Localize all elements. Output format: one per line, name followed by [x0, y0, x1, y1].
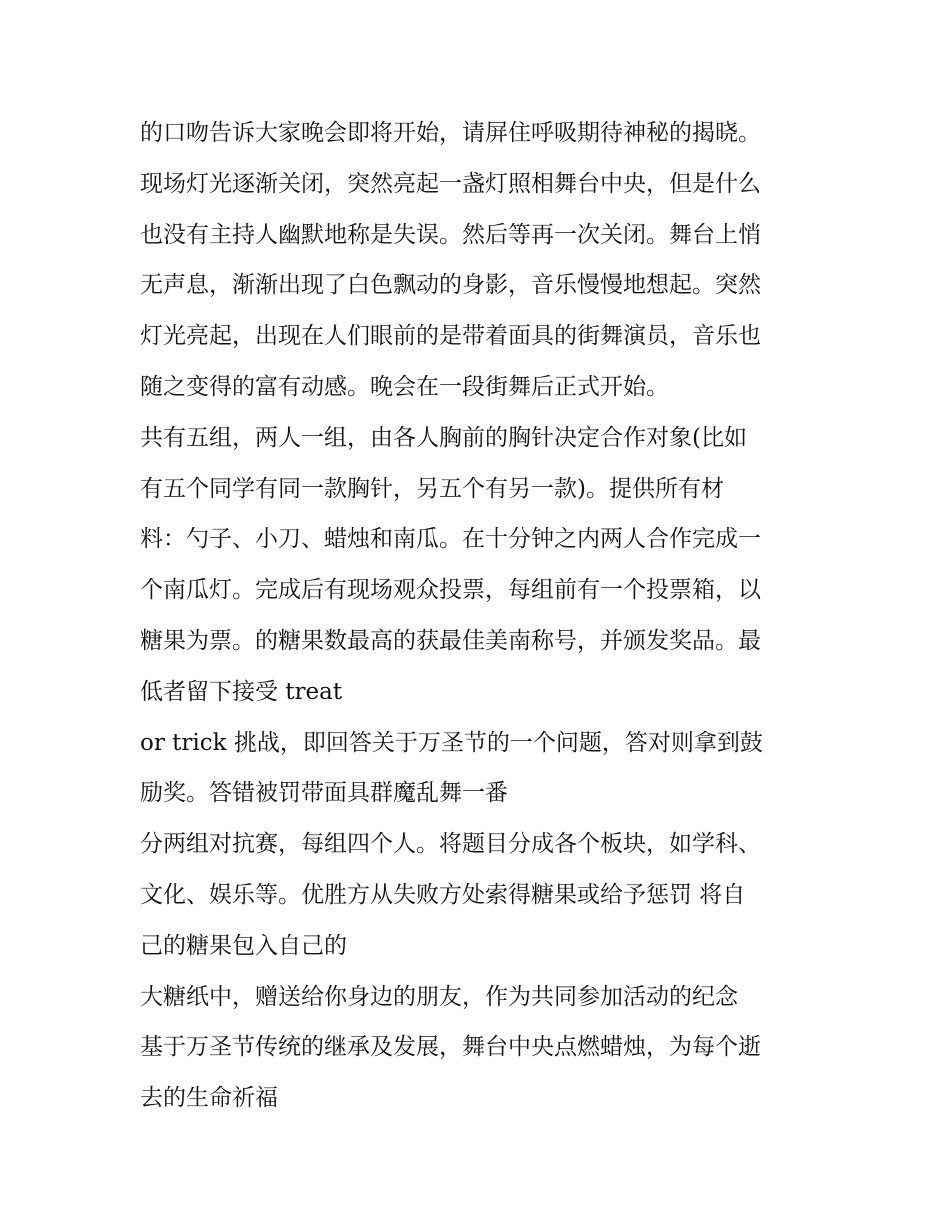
text-line: 基于万圣节传统的继承及发展，舞台中央点燃蜡烛，为每个逝 [140, 1034, 761, 1061]
text-line: 的口吻告诉大家晚会即将开始，请屏住呼吸期待神秘的揭晓。 [140, 120, 761, 146]
text-line: 分两组对抗赛，每组四个人。将题目分成各个板块，如学科、 [140, 831, 761, 858]
body-text [140, 108, 820, 1124]
text-line: 己的糖果包入自己的 [140, 932, 347, 959]
text-line: 励奖。答错被罚带面具群魔乱舞一番 [140, 780, 508, 807]
text-line: 料：勺子、小刀、蜡烛和南瓜。在十分钟之内两人合作完成一 [140, 526, 761, 553]
text-line: 有五个同学有同一款胸针，另五个有另一款)。提供所有材 [140, 475, 724, 502]
text-line: 大糖纸中，赠送给你身边的朋友，作为共同参加活动的纪念 [140, 983, 738, 1010]
text-line: 糖果为票。的糖果数最高的获最佳美南称号，并颁发奖品。最 [140, 627, 761, 654]
text-line: 随之变得的富有动感。晚会在一段街舞后正式开始。 [140, 373, 669, 400]
text-line: 无声息，渐渐出现了白色飘动的身影，音乐慢慢地想起。突然 [140, 272, 761, 299]
text-line: 也没有主持人幽默地称是失误。然后等再一次关闭。舞台上悄 [140, 221, 761, 248]
text-line: 灯光亮起，出现在人们眼前的是带着面具的街舞演员，音乐也 [140, 323, 761, 350]
text-line: 共有五组，两人一组，由各人胸前的胸针决定合作对象(比如 [140, 424, 747, 451]
text-line: 去的生命祈福 [140, 1085, 278, 1112]
text-line: 个南瓜灯。完成后有现场观众投票，每组前有一个投票箱，以 [140, 577, 761, 604]
text-line: 现场灯光逐渐关闭，突然亮起一盏灯照相舞台中央，但是什么 [140, 170, 761, 197]
text-line: 低者留下接受 treat [140, 678, 343, 705]
text-line: 文化、娱乐等。优胜方从失败方处索得糖果或给予惩罚 将自 [140, 881, 746, 908]
text-line: or trick 挑战，即回答关于万圣节的一个问题，答对则拿到鼓 [140, 729, 763, 756]
